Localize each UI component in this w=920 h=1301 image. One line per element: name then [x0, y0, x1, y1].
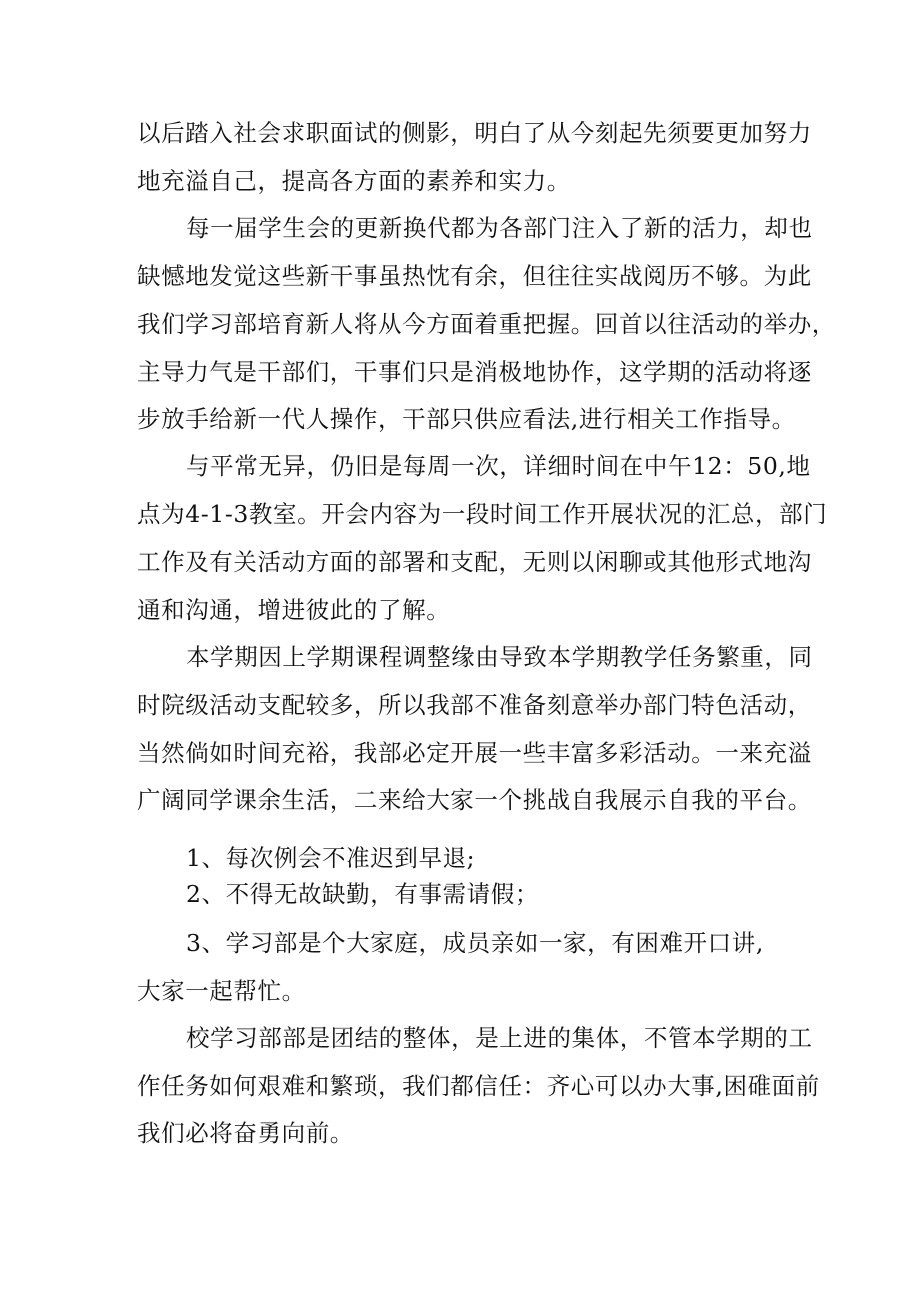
paragraph-3-line-1: 与平常无异，仍旧是每周一次，详细时间在中午12：50,地 — [186, 452, 811, 480]
paragraph-2-line-4: 主导力气是干部们，干事们只是消极地协作，这学期的活动将逐 — [137, 358, 812, 386]
paragraph-7-line-3: 我们必将奋勇向前。 — [137, 1119, 354, 1147]
rule-item-3: 3、学习部是个大家庭，成员亲如一家，有困难开口讲, — [186, 929, 764, 957]
rule-item-2: 2、不得无故缺勤，有事需请假； — [186, 880, 539, 908]
rule-item-1: 1、每次例会不准迟到早退; — [186, 844, 476, 872]
paragraph-2-line-5: 步放手给新一代人操作，干部只供应看法,进行相关工作指导。 — [137, 405, 796, 433]
paragraph-4-line-1: 本学期因上学期课程调整缘由导致本学期教学任务繁重，同 — [186, 643, 813, 671]
paragraph-2-line-3: 我们学习部培育新人将从今方面着重把握。回首以往活动的举办， — [137, 310, 836, 338]
paragraph-4-line-2: 时院级活动支配较多，所以我部不准备刻意举办部门特色活动， — [137, 691, 812, 719]
paragraph-3-line-3: 工作及有关活动方面的部署和支配，无则以闲聊或其他形式地沟 — [137, 548, 812, 576]
paragraph-2-line-1: 每一届学生会的更新换代都为各部门注入了新的活力，却也 — [186, 214, 813, 242]
paragraph-2-line-2: 缺憾地发觉这些新干事虽热忱有余，但往往实战阅历不够。为此 — [137, 262, 812, 290]
paragraph-3-line-2: 点为4-1-3教室。开会内容为一段时间工作开展状况的汇总，部门 — [137, 500, 828, 528]
paragraph-7-line-2: 作任务如何艰难和繁琐，我们都信任：齐心可以办大事,困碓面前 — [137, 1072, 820, 1100]
paragraph-3-line-4: 通和沟通，增进彼此的了解。 — [137, 596, 451, 624]
paragraph-1-line-1: 以后踏入社会求职面试的侧影，明白了从今刻起先须要更加努力 — [137, 119, 812, 147]
paragraph-7-line-1: 校学习部部是团结的整体，是上进的集体，不管本学期的工 — [186, 1024, 813, 1052]
rule-item-3-continued: 大家一起帮忙。 — [137, 977, 306, 1005]
paragraph-1-line-2: 地充溢自己，提高各方面的素养和实力。 — [137, 167, 571, 195]
paragraph-4-line-3: 当然倘如时间充裕，我部必定开展一些丰富多彩活动。一来充溢 — [137, 739, 812, 767]
paragraph-4-line-4: 广阔同学课余生活，二来给大家一个挑战自我展示自我的平台。 — [137, 786, 812, 814]
